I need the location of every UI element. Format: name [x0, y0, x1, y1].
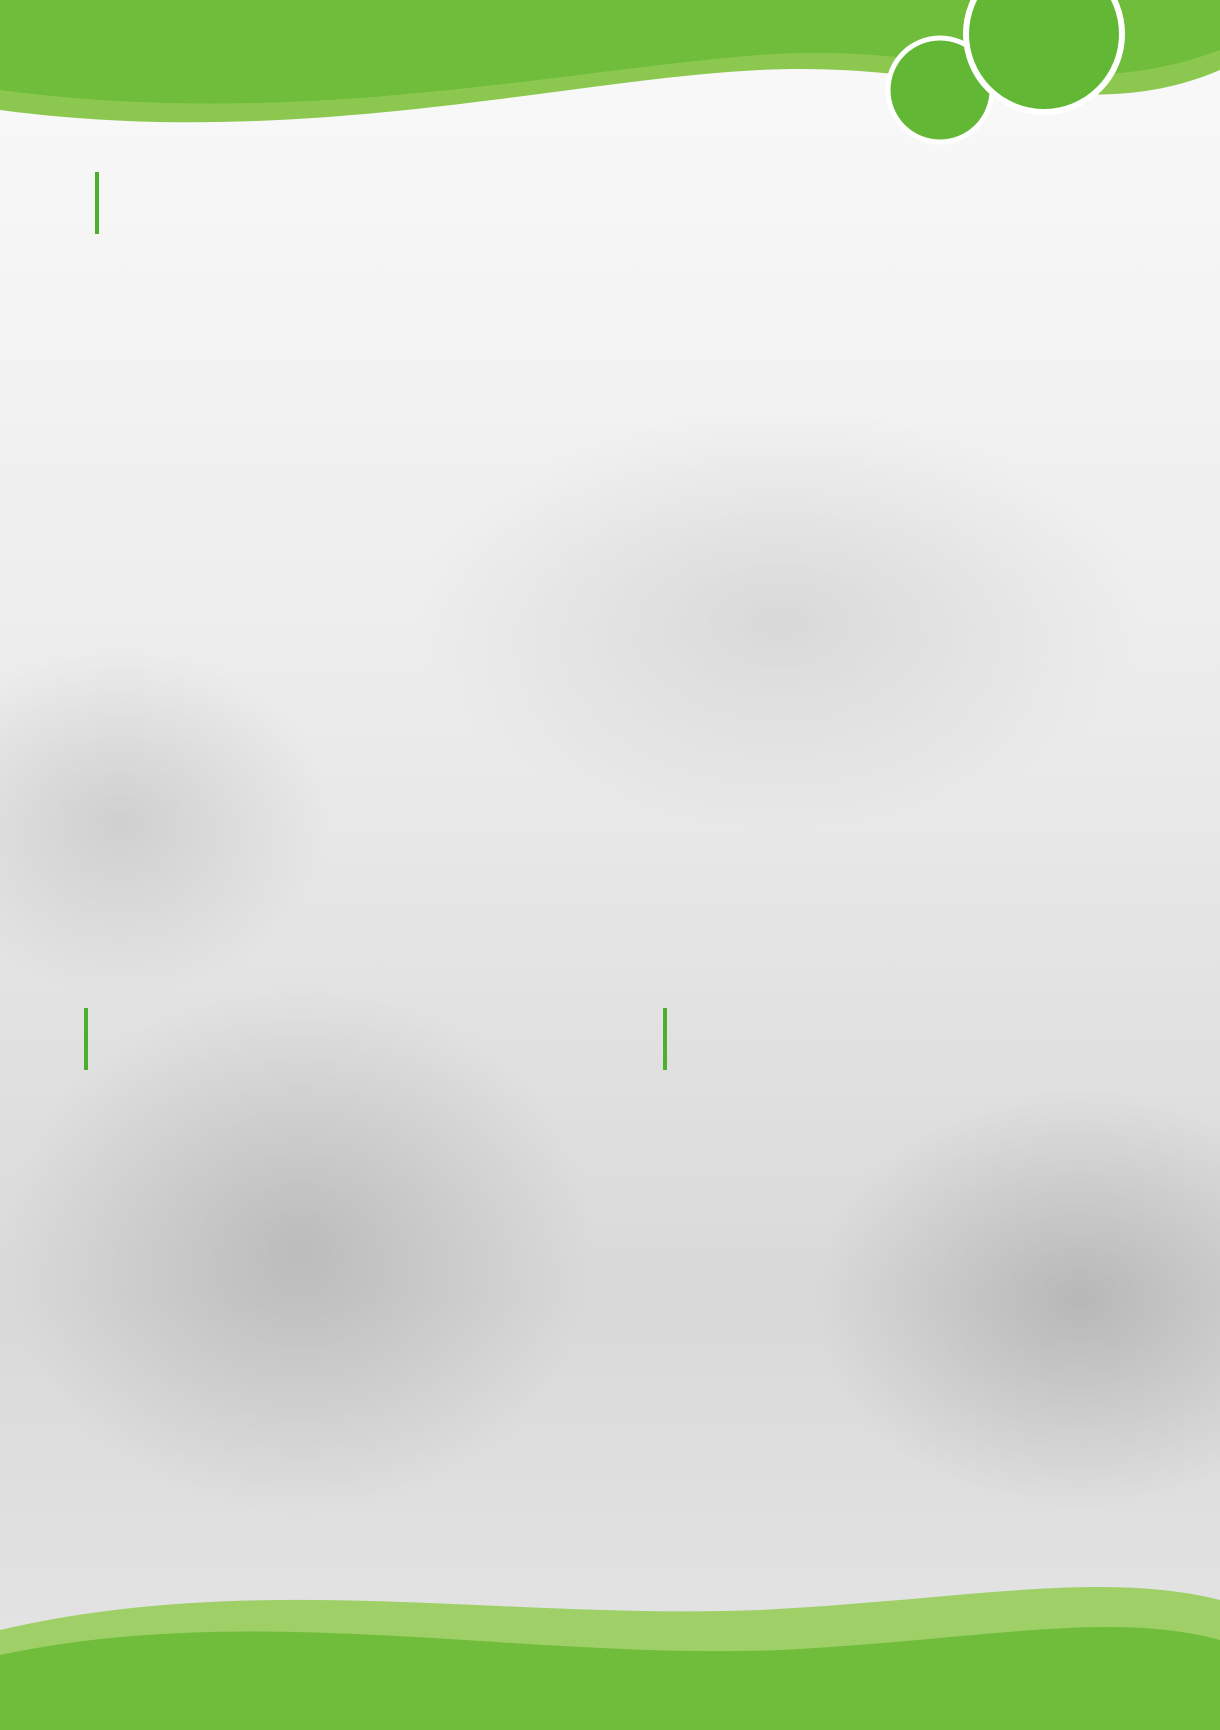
- scope-section-title: [95, 172, 495, 237]
- top10-section-title: [663, 1008, 1203, 1073]
- distribution-section-title: [84, 1008, 644, 1073]
